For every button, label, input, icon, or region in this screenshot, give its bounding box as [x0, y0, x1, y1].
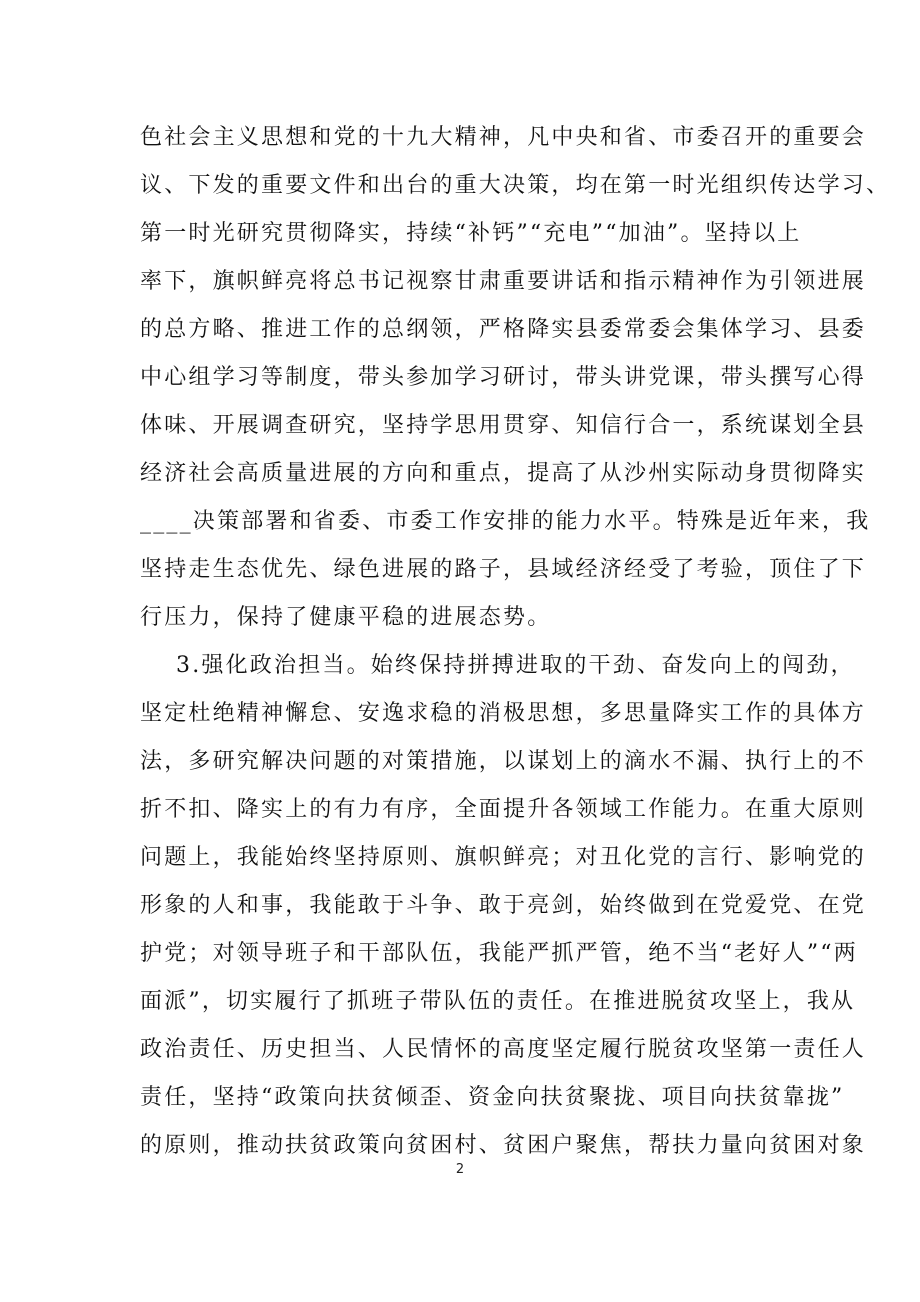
- text-line: 形象的人和事，我能敢于斗争、敢于亮剑，始终做到在党爱党、在党: [140, 893, 867, 918]
- text-line: 折不扣、降实上的有力有序，全面提升各领域工作能力。在重大原则: [140, 797, 867, 822]
- text-line: 经济社会高质量进展的方向和重点，提高了从沙州实际动身贯彻降实: [140, 461, 867, 486]
- text-line: 第一时光研究贯彻降实，持续“补钙”“充电”“加油”。坚持以上: [140, 221, 802, 246]
- text-line: 问题上，我能始终坚持原则、旗帜鲜亮；对丑化党的言行、影响党的: [140, 845, 867, 870]
- text-line: 法，多研究解决问题的对策措施，以谋划上的滴水不漏、执行上的不: [140, 749, 867, 774]
- text-line: 坚定杜绝精神懈怠、安逸求稳的消极思想，多思量降实工作的具体方: [140, 701, 867, 726]
- text-line: 政治责任、历史担当、人民情怀的高度坚定履行脱贫攻坚第一责任人: [140, 1037, 867, 1062]
- text-line: 责任，坚持“政策向扶贫倾歪、资金向扶贫聚拢、项目向扶贫靠拢”: [140, 1085, 845, 1110]
- text-line: 坚持走生态优先、绿色进展的路子，县域经济经受了考验，顶住了下: [140, 557, 867, 582]
- text-line: 中心组学习等制度，带头参加学习研讨，带头讲党课，带头撰写心得: [140, 365, 867, 390]
- text-line: 的总方略、推进工作的总纲领，严格降实县委常委会集体学习、县委: [140, 317, 867, 342]
- paragraph-start-line: 3.强化政治担当。始终保持拼搏进取的干劲、奋发向上的闯劲，: [176, 653, 855, 678]
- body-text: [140, 114, 891, 1170]
- text-line: 议、下发的重要文件和出台的重大决策，均在第一时光组织传达学习、: [140, 173, 891, 198]
- text-line: 体味、开展调查研究，坚持学思用贯穿、知信行合一，系统谋划全县: [140, 413, 867, 438]
- text-line: 行压力，保持了健康平稳的进展态势。: [140, 605, 552, 630]
- text-line: 面派”，切实履行了抓班子带队伍的责任。在推进脱贫攻坚上，我从: [140, 989, 856, 1014]
- text-line: 色社会主义思想和党的十九大精神，凡中央和省、市委召开的重要会: [140, 125, 867, 150]
- text-line: ____决策部署和省委、市委工作安排的能力水平。特殊是近年来，我: [140, 509, 871, 534]
- text-line: 率下，旗帜鲜亮将总书记视察甘肃重要讲话和指示精神作为引领进展: [140, 269, 867, 294]
- text-line: 护党；对领导班子和干部队伍，我能严抓严管，绝不当“老好人”“两: [140, 941, 858, 966]
- text-line: 的原则，推动扶贫政策向贫困村、贫困户聚焦，帮扶力量向贫困对象: [140, 1133, 867, 1158]
- page-number: 2: [455, 1162, 465, 1177]
